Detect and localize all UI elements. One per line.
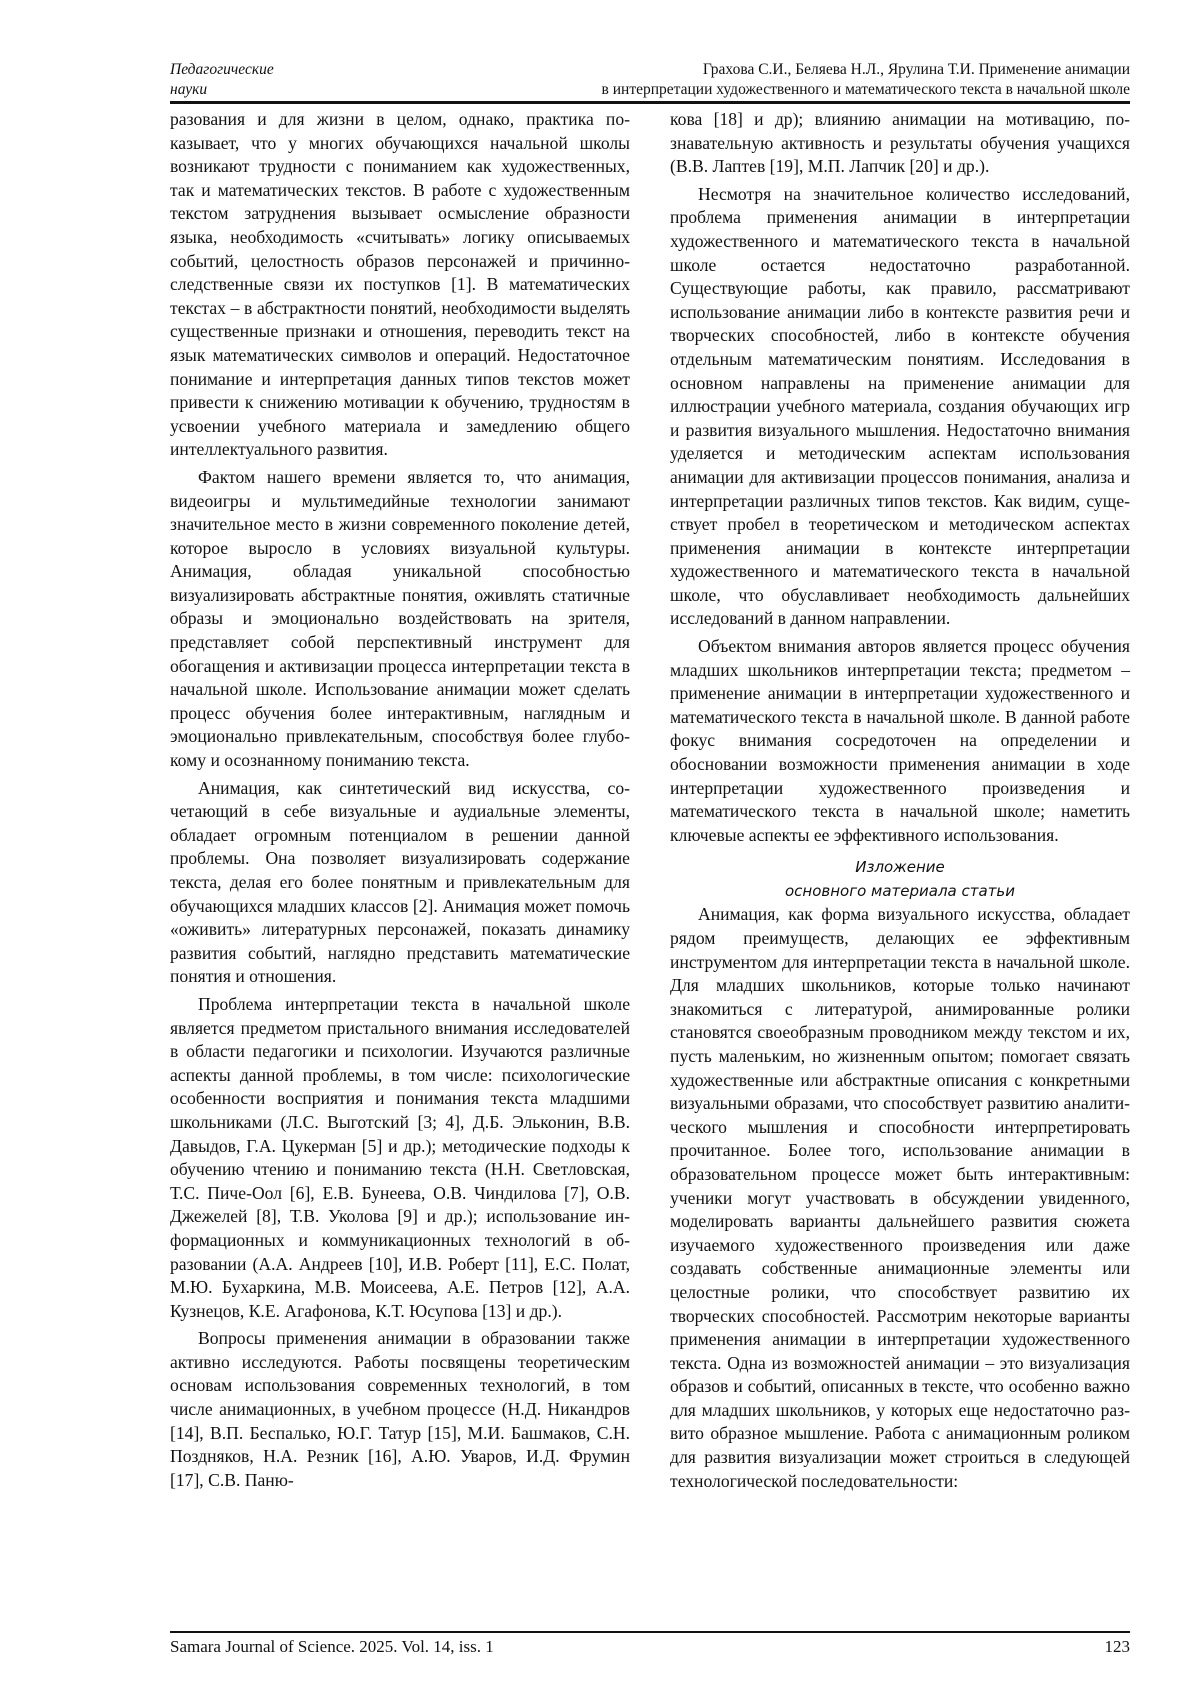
paragraph: кова [18] и др); влиянию анимации на мотивацию, познавательную активность и результаты обучения учащихся (В.В. Лаптев [19], М.П. Лапчик [20] и др.). [670, 109, 1130, 177]
paragraph: разования и для жизни в целом, однако, практика показывает, что у многих обучающихся начальной школы возникают трудности с пониманием как художественных, так и математических текстов. В работе с художественным текстом затруднения вызывает осмысление образности языка, необходимость «считывать» логику описываемых событий, целостность образов персонажей и причинно-следственные связи их поступков [1]. В математических текстах – в абстрактности понятий, необходимости выделять существенные признаки и отношения, переводить текст на язык математических символов и операций. Недостаточное понимание и интерпретация данных типов текстов может привести к снижению мотивации к обучению, трудностям в усвоении учебного материала и замедлению общего интеллектуального развития. [170, 109, 630, 460]
section-heading [670, 855, 1130, 903]
header-section [170, 60, 330, 100]
footer-rule [170, 1631, 1130, 1633]
paragraph: Вопросы применения анимации в образовании также активно исследуются. Работы посвящены теоретическим основам использования современных технологий, в том числе анимационных, в учебном процессе (Н.Д. Никандров [14], В.П. Беспалько, Ю.Г. Татур [15], М.И. Башмаков, С.Н. Поздняков, Н.А. Резник [16], А.Ю. Уваров, И.Д. Фрумин [17], С.В. Паню- [170, 1328, 630, 1490]
paragraph: Проблема интерпретации текста в начальной школе является предметом пристального внимания исследователей в области педагогики и психологии. Изучаются различные аспекты данной проблемы, в том числе: психологические особенности восприятия и понимания текста младшими школьниками (Л.С. Выготский [3; 4], Д.Б. Эльконин, В.В. Давыдов, Г.А. Цукерман [5] и др.); методические подходы к обучению чтению и пониманию текста (Н.Н. Светловская, Т.С. Пиче-Оол [6], Е.В. Бунеева, О.В. Чиндилова [7], О.В. Джежелей [8], Т.В. Уколова [9] и др.); использование информационных и коммуникационных технологий в образовании (А.А. Андреев [10], И.В. Роберт [11], Е.С. Полат, М.Ю. Бухаркина, М.В. Моисеева, А.Е. Петров [12], А.А. Кузнецов, К.Е. Агафонова, К.Т. Юсупова [13] и др.). [170, 993, 630, 1321]
paragraph: Фактом нашего времени является то, что анимация, видеоигры и мультимедийные технологии занимают значительное место в жизни современного поколение детей, которое выросло в условиях визуальной культуры. Анимация, обладая уникальной способностью визуализировать абстрактные понятия, оживлять статичные образы и эмоционально воздействовать на зрителя, представляет собой перспективный инструмент для обогащения и активизации процесса интерпретации текста в начальной школе. Использование анимации может сделать процесс обучения более интерактивным, наглядным и эмоционально привлекательным, способствуя более глубокому и осознанному пониманию текста. [170, 466, 630, 771]
header-section-line2: науки [170, 81, 208, 98]
header-title-line1: Грахова С.И., Беляева Н.Л., Ярулина Т.И. Применение анимации [702, 61, 1130, 78]
running-header [170, 60, 1130, 100]
footer-journal: Samara Journal of Science. 2025. Vol. 14, iss. 1 [170, 1637, 494, 1656]
header-title-line2: в интерпретации художественного и математического текста в начальной школе [601, 81, 1130, 98]
header-article-title [602, 60, 1130, 100]
section-heading-line1: Изложение [855, 858, 945, 877]
left-column [170, 108, 630, 1496]
paragraph: Несмотря на значительное количество исследований, проблема применения анимации в интерпретации художественного и математического текста в начальной школе остается недостаточно разработанной. Существующие работы, как правило, рассматривают использование анимации либо в контексте развития речи и творческих способностей, либо в контексте обучения отдельным математическим понятиям. Исследования в основном направлены на применение анимации для иллюстрации учебного материала, создания обучающих игр и развития визуального мышления. Недостаточно внимания уделяется и методическим аспектам использования анимации для активизации процессов понимания, анализа и интерпретации различных типов текстов. Как видим, существует пробел в теоретическом и методическом аспектах применения анимации в контексте интерпретации художественного и математического текста в начальной школе, что обуславливает необходимость дальнейших исследований в данном направлении. [670, 183, 1130, 629]
right-column [670, 108, 1130, 1497]
page-number: 123 [1104, 1637, 1130, 1656]
article-body [170, 108, 1130, 1668]
header-section-line1: Педагогические [170, 61, 274, 78]
paragraph: Объектом внимания авторов является процесс обучения младших школьников интерпретации текста; предметом – применение анимации в интерпретации художественного и математического текста в начальной школе. В данной работе фокус внимания сосредоточен на определении и обосновании возможности применения анимации в ходе интерпретации художественного произведения и математического текста в начальной школе; наметить ключевые аспекты ее эффективного использования. [670, 636, 1130, 845]
journal-page [170, 60, 1130, 1656]
paragraph: Анимация, как синтетический вид искусства, сочетающий в себе визуальные и аудиальные элементы, обладает огромным потенциалом в решении данной проблемы. Она позволяет визуализировать содержание текста, делая его более понятным и привлекательным для обучающихся младших классов [2]. Анимация может помочь «оживить» литературных персонажей, показать динамику развития событий, наглядно представить математические понятия и отношения. [170, 777, 630, 987]
paragraph: Анимация, как форма визуального искусства, обладает рядом преимуществ, делающих ее эффективным инструментом для интерпретации текста в начальной школе. Для младших школьников, которые только начинают знакомиться с литературой, анимированные ролики становятся своеобразным проводником между текстом и их, пусть маленьким, но жизненным опытом; помогает связать художественные или абстрактные описания с конкретными визуальными образами, что способствует развитию аналитического мышления и способности интерпретировать прочитанное. Более того, использование анимации в образовательном процессе может быть интерактивным: ученики могут участвовать в обсуждении увиденного, моделировать варианты дальнейшего развития сюжета изучаемого художественного произведения или даже создавать собственные анимационные элементы или целостные ролики, что способствует развитию их творческих способностей. Рассмотрим некоторые варианты применения анимации в интерпретации художественного текста. Одна из возможностей анимации – это визуализация образов и событий, описанных в тексте, что особенно важно для младших школьников, у которых еще недостаточно развито образное мышление. Работа с анимационным роликом для развития визуализации может строиться в следующей технологической последовательности: [670, 904, 1130, 1491]
section-heading-line2: основного материала статьи [784, 882, 1016, 901]
header-rule [170, 101, 1130, 104]
